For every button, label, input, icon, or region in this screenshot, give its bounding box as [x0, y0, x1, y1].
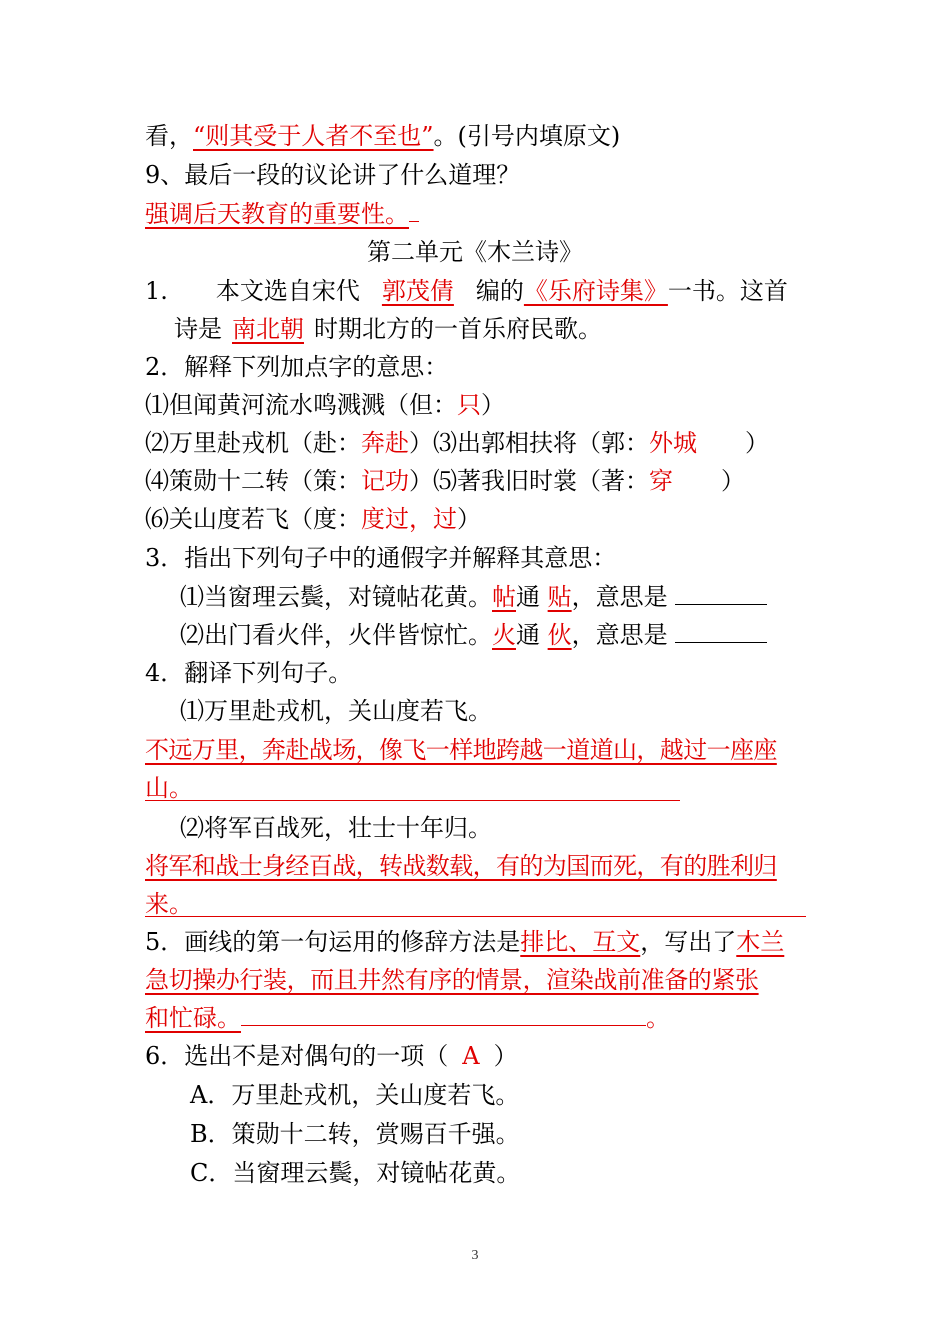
option-b: B．策勋十二转，赏赐百千强。 — [190, 1120, 520, 1148]
line-1: 看，“则其受于人者不至也”。(引号内填原文) — [145, 122, 621, 150]
answer-9: 强调后天教育的重要性。 — [145, 197, 419, 231]
question-3-1: ⑴当窗理云鬓，对镜帖花黄。帖通 贴，意思是 — [180, 580, 767, 614]
answer-underline — [145, 800, 680, 801]
question-4-2: ⑵将军百战死，壮士十年归。 — [180, 814, 492, 842]
question-9: 9、最后一段的议论讲了什么道理？ — [145, 161, 521, 189]
answer-4-2-a: 将军和战士身经百战，转战数载，有的为国而死，有的胜利归 — [145, 852, 777, 880]
question-1-line-1: 1. 本文选自宋代 郭茂倩 编的《乐府诗集》一书。这首 — [145, 277, 788, 305]
page-number: 3 — [471, 1248, 479, 1263]
question-4: 4．翻译下列句子。 — [145, 659, 353, 687]
question-2-6: ⑹关山度若飞（度：度过，过） — [145, 505, 481, 533]
option-c: C．当窗理云鬓，对镜帖花黄。 — [190, 1159, 521, 1187]
answer-6: A — [462, 1042, 480, 1070]
answer-4-1-b: 山。 — [145, 774, 193, 802]
answer-author: 郭茂倩 — [381, 277, 454, 305]
answer-4-1-a: 不远万里，奔赴战场，像飞一样地跨越一道道山，越过一座座 — [145, 736, 777, 764]
blank-line — [675, 618, 767, 643]
question-3: 3．指出下列句子中的通假字并解释其意思： — [145, 544, 617, 572]
blank-line — [675, 580, 767, 605]
question-2-2-3: ⑵万里赴戎机（赴：奔赴）⑶出郭相扶将（郭：外城 ） — [145, 429, 769, 457]
question-2-1: ⑴但闻黄河流水鸣溅溅（但：只） — [145, 391, 505, 419]
answer-quote: “则其受于人者不至也” — [193, 122, 434, 150]
question-2-4-5: ⑷策勋十二转（策：记功）⑸著我旧时裳（著：穿 ） — [145, 467, 745, 495]
question-2: 2．解释下列加点字的意思： — [145, 353, 449, 381]
answer-book: 《乐府诗集》 — [523, 277, 668, 305]
question-3-2: ⑵出门看火伴，火伴皆惊忙。火通 伙，意思是 — [180, 618, 767, 652]
option-a: A．万里赴戎机，关山度若飞。 — [190, 1081, 520, 1109]
question-1-line-2: 诗是 南北朝 时期北方的一首乐府民歌。 — [174, 315, 602, 343]
answer-underline — [241, 1001, 646, 1026]
answer-underline — [145, 916, 806, 917]
answer-era: 南北朝 — [232, 315, 304, 343]
question-5-line-2: 急切操办行装，而且井然有序的情景，渲染战前准备的紧张 — [145, 966, 759, 994]
answer-4-2-b: 来。 — [145, 890, 193, 918]
question-5-line-3: 和忙碌。 。 — [145, 1001, 670, 1035]
section-title: 第二单元《木兰诗》 — [367, 238, 583, 266]
question-6: 6．选出不是对偶句的一项（ A ） — [145, 1042, 518, 1070]
question-4-1: ⑴万里赴戎机，关山度若飞。 — [180, 697, 492, 725]
question-5-line-1: 5．画线的第一句运用的修辞方法是排比、互文，写出了木兰 — [145, 928, 785, 956]
